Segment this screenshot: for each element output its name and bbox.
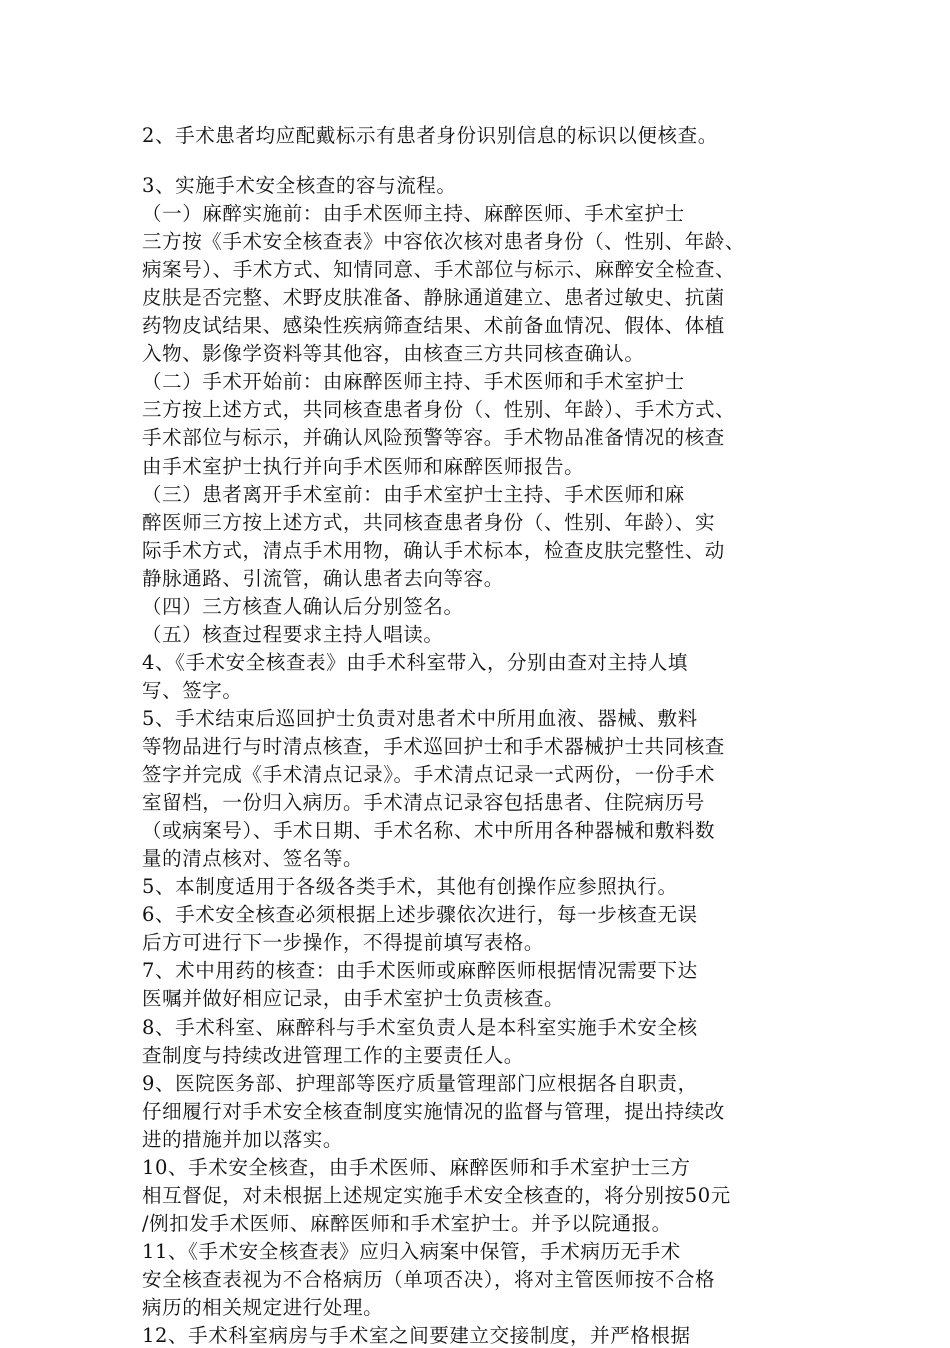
text-line: 药物皮试结果、感染性疾病筛查结果、术前备血情况、假体、体植 xyxy=(142,314,725,337)
text-line: 6、手术安全核查必须根据上述步骤依次进行，每一步核查无误 xyxy=(142,903,698,926)
text-line: 8、手术科室、麻醉科与手术室负责人是本科室实施手术安全核 xyxy=(142,1016,698,1039)
text-line: 医嘱并做好相应记录，由手术室护士负责核查。 xyxy=(142,987,565,1010)
text-line: 等物品进行与时清点核查，手术巡回护士和手术器械护士共同核查 xyxy=(142,735,725,758)
text-line: （二）手术开始前：由麻醉医师主持、手术医师和手术室护士 xyxy=(142,370,685,393)
text-line: 2、手术患者均应配戴标示有患者身份识别信息的标识以便核查。 xyxy=(142,124,718,147)
text-line: （三）患者离开手术室前：由手术室护士主持、手术医师和麻 xyxy=(142,483,685,506)
text-line: 查制度与持续改进管理工作的主要责任人。 xyxy=(142,1044,524,1067)
text-line: 5、本制度适用于各级各类手术，其他有创操作应参照执行。 xyxy=(142,875,678,898)
text-line: 入物、影像学资料等其他容，由核查三方共同核查确认。 xyxy=(142,342,645,365)
text-line: （或病案号）、手术日期、手术名称、术中所用各种器械和敷料数 xyxy=(142,819,716,842)
text-line: 5、手术结束后巡回护士负责对患者术中所用血液、器械、敷料 xyxy=(142,707,698,730)
text-line: 仔细履行对手术安全核查制度实施情况的监督与管理，提出持续改 xyxy=(142,1100,725,1123)
text-line: 7、术中用药的核查：由手术医师或麻醉医师根据情况需要下达 xyxy=(142,959,698,982)
text-line: 静脉通路、引流管，确认患者去向等容。 xyxy=(142,567,504,590)
text-line: 进的措施并加以落实。 xyxy=(142,1128,344,1151)
text-line: 写、签字。 xyxy=(142,679,243,702)
text-line: /例扣发手术医师、麻醉医师和手术室护士。并予以院通报。 xyxy=(142,1212,672,1235)
text-line: 11、《手术安全核查表》应归入病案中保管，手术病历无手术 xyxy=(142,1240,681,1263)
text-line: 醉医师三方按上述方式，共同核查患者身份（、性别、年龄）、实 xyxy=(142,511,716,534)
text-line: 由手术室护士执行并向手术医师和麻醉医师报告。 xyxy=(142,455,585,478)
text-line: （五）核查过程要求主持人唱读。 xyxy=(142,623,444,646)
text-line: （一）麻醉实施前：由手术医师主持、麻醉医师、手术室护士 xyxy=(142,202,685,225)
text-line: 12、手术科室病房与手术室之间要建立交接制度，并严格根据 xyxy=(142,1324,691,1347)
text-line: 量的清点核对、签名等。 xyxy=(142,847,364,870)
text-line: 手术部位与标示，并确认风险预警等容。手术物品准备情况的核查 xyxy=(142,426,725,449)
text-line: 安全核查表视为不合格病历（单项否决），将对主管医师按不合格 xyxy=(142,1268,716,1291)
text-line: 4、《手术安全核查表》由手术科室带入，分别由查对主持人填 xyxy=(142,651,688,674)
text-line: 病案号）、手术方式、知情同意、手术部位与标示、麻醉安全检查、 xyxy=(142,258,736,281)
text-line: 皮肤是否完整、术野皮肤准备、静脉通道建立、患者过敏史、抗菌 xyxy=(142,286,725,309)
text-line: 签字并完成《手术清点记录》。手术清点记录一式两份，一份手术 xyxy=(142,763,716,786)
text-line: 际手术方式，清点手术用物，确认手术标本，检查皮肤完整性、动 xyxy=(142,539,725,562)
text-line: 病历的相关规定进行处理。 xyxy=(142,1296,384,1319)
text-line: 相互督促，对未根据上述规定实施手术安全核查的，将分别按50元 xyxy=(142,1184,731,1207)
text-line: 后方可进行下一步操作，不得提前填写表格。 xyxy=(142,931,545,954)
text-line: 9、医院医务部、护理部等医疗质量管理部门应根据各自职责， xyxy=(142,1072,698,1095)
text-line: 3、实施手术安全核查的容与流程。 xyxy=(142,174,457,197)
text-line: 三方按《手术安全核查表》中容依次核对患者身份（、性别、年龄、 xyxy=(142,230,746,253)
text-line: 室留档，一份归入病历。手术清点记录容包括患者、住院病历号 xyxy=(142,791,705,814)
text-line: 10、手术安全核查，由手术医师、麻醉医师和手术室护士三方 xyxy=(142,1156,691,1179)
text-line: （四）三方核查人确认后分别签名。 xyxy=(142,595,464,618)
text-line: 三方按上述方式，共同核查患者身份（、性别、年龄）、手术方式、 xyxy=(142,398,736,421)
